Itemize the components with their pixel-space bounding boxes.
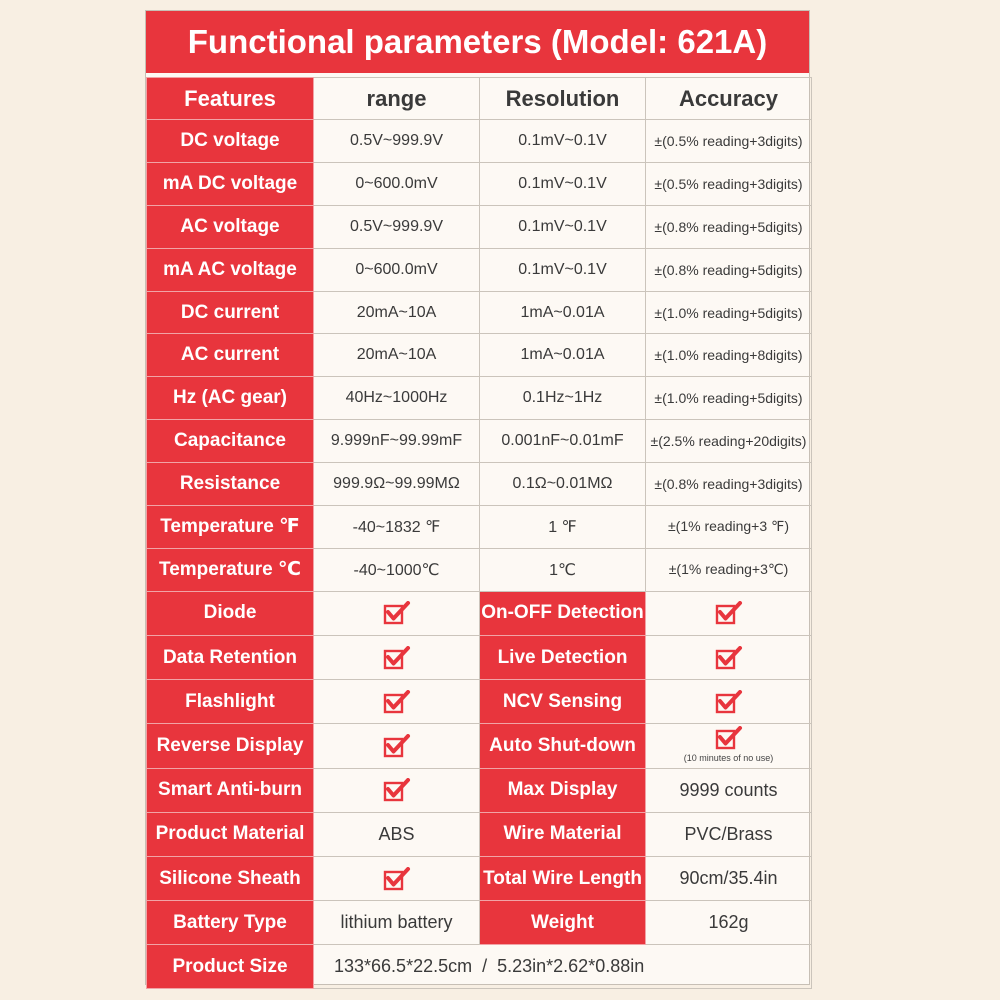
checkmark-icon (715, 646, 743, 670)
feature-label: Diode (147, 591, 314, 635)
feature-value (646, 635, 812, 679)
feature-label: Live Detection (480, 635, 646, 679)
feature-value (314, 635, 480, 679)
feature-row (147, 768, 812, 812)
feature-label: Smart Anti-burn (147, 768, 314, 812)
feature-value (646, 591, 812, 635)
feature-label: Battery Type (147, 901, 314, 945)
resolution-value: 0.1mV~0.1V (480, 120, 646, 163)
feature-value (314, 768, 480, 812)
checkmark-icon (715, 690, 743, 714)
feature-value (646, 680, 812, 724)
accuracy-value: ±(1.0% reading+5digits) (646, 377, 812, 420)
product-size-value: 133*66.5*22.5cm / 5.23in*2.62*0.88in (314, 945, 812, 989)
feature-label: On-OFF Detection (480, 591, 646, 635)
spec-row (147, 248, 812, 291)
range-value: 0~600.0mV (314, 248, 480, 291)
feature-row (147, 856, 812, 900)
checkmark-icon (383, 734, 411, 758)
range-value: 20mA~10A (314, 291, 480, 334)
feature-value: 90cm/35.4in (646, 856, 812, 900)
spec-row (147, 463, 812, 506)
accuracy-value: ±(2.5% reading+20digits) (646, 420, 812, 463)
range-value: 20mA~10A (314, 334, 480, 377)
feature-note: (10 minutes of no use) (683, 753, 774, 764)
feature-label: Product Material (147, 812, 314, 856)
range-value: 0.5V~999.9V (314, 120, 480, 163)
feature-label: DC voltage (147, 120, 314, 163)
feature-label: mA AC voltage (147, 248, 314, 291)
feature-row (147, 680, 812, 724)
feature-value (314, 724, 480, 768)
feature-value (314, 856, 480, 900)
feature-label: DC current (147, 291, 314, 334)
range-value: 999.9Ω~99.99MΩ (314, 463, 480, 506)
feature-label: Resistance (147, 463, 314, 506)
checkmark-icon (383, 601, 411, 625)
spec-row (147, 420, 812, 463)
range-value: -40~1832 ℉ (314, 506, 480, 549)
feature-row (147, 724, 812, 768)
accuracy-value: ±(1.0% reading+5digits) (646, 291, 812, 334)
range-value: 0.5V~999.9V (314, 205, 480, 248)
accuracy-value: ±(1% reading+3℃) (646, 548, 812, 591)
spec-row (147, 205, 812, 248)
range-value: -40~1000℃ (314, 548, 480, 591)
feature-label: Capacitance (147, 420, 314, 463)
spec-row (147, 162, 812, 205)
feature-row (147, 812, 812, 856)
checkmark-icon (383, 778, 411, 802)
feature-label: AC voltage (147, 205, 314, 248)
feature-label: Auto Shut-down (480, 724, 646, 768)
feature-value (646, 724, 812, 768)
feature-label: Silicone Sheath (147, 856, 314, 900)
accuracy-value: ±(0.5% reading+3digits) (646, 162, 812, 205)
header-range: range (314, 78, 480, 120)
resolution-value: 0.1mV~0.1V (480, 248, 646, 291)
feature-value (314, 680, 480, 724)
accuracy-value: ±(0.8% reading+3digits) (646, 463, 812, 506)
feature-value: 9999 counts (646, 768, 812, 812)
spec-sheet (145, 10, 810, 985)
product-size-row (147, 945, 812, 989)
checkmark-icon (715, 726, 743, 750)
header-row (147, 78, 812, 120)
checkmark-icon (383, 867, 411, 891)
resolution-value: 1mA~0.01A (480, 334, 646, 377)
feature-row (147, 901, 812, 945)
feature-value: ABS (314, 812, 480, 856)
feature-label: Wire Material (480, 812, 646, 856)
accuracy-value: ±(0.8% reading+5digits) (646, 248, 812, 291)
feature-label: Flashlight (147, 680, 314, 724)
feature-label: mA DC voltage (147, 162, 314, 205)
resolution-value: 0.1Ω~0.01MΩ (480, 463, 646, 506)
spec-row (147, 334, 812, 377)
feature-row (147, 635, 812, 679)
parameters-table (146, 77, 812, 989)
feature-value: 162g (646, 901, 812, 945)
spec-row (147, 377, 812, 420)
feature-label: Hz (AC gear) (147, 377, 314, 420)
spec-row (147, 120, 812, 163)
checkmark-icon (383, 646, 411, 670)
feature-value (314, 591, 480, 635)
page-title: Functional parameters (Model: 621A) (146, 11, 809, 73)
resolution-value: 1℃ (480, 548, 646, 591)
checkmark-icon (715, 601, 743, 625)
resolution-value: 0.001nF~0.01mF (480, 420, 646, 463)
header-accuracy: Accuracy (646, 78, 812, 120)
accuracy-value: ±(0.5% reading+3digits) (646, 120, 812, 163)
header-resolution: Resolution (480, 78, 646, 120)
resolution-value: 0.1Hz~1Hz (480, 377, 646, 420)
spec-row (147, 291, 812, 334)
range-value: 40Hz~1000Hz (314, 377, 480, 420)
feature-value: PVC/Brass (646, 812, 812, 856)
accuracy-value: ±(1% reading+3 ℉) (646, 506, 812, 549)
feature-label: Data Retention (147, 635, 314, 679)
feature-label: Reverse Display (147, 724, 314, 768)
header-features: Features (147, 78, 314, 120)
resolution-value: 1 ℉ (480, 506, 646, 549)
accuracy-value: ±(0.8% reading+5digits) (646, 205, 812, 248)
spec-row (147, 506, 812, 549)
spec-row (147, 548, 812, 591)
feature-label: Weight (480, 901, 646, 945)
product-size-label: Product Size (147, 945, 314, 989)
range-value: 9.999nF~99.99mF (314, 420, 480, 463)
resolution-value: 1mA~0.01A (480, 291, 646, 334)
checkmark-icon (383, 690, 411, 714)
feature-label: Temperature ℉ (147, 506, 314, 549)
feature-label: AC current (147, 334, 314, 377)
accuracy-value: ±(1.0% reading+8digits) (646, 334, 812, 377)
range-value: 0~600.0mV (314, 162, 480, 205)
feature-label: Max Display (480, 768, 646, 812)
feature-value: lithium battery (314, 901, 480, 945)
feature-label: Total Wire Length (480, 856, 646, 900)
feature-label: NCV Sensing (480, 680, 646, 724)
resolution-value: 0.1mV~0.1V (480, 205, 646, 248)
resolution-value: 0.1mV~0.1V (480, 162, 646, 205)
feature-row (147, 591, 812, 635)
feature-label: Temperature ℃ (147, 548, 314, 591)
